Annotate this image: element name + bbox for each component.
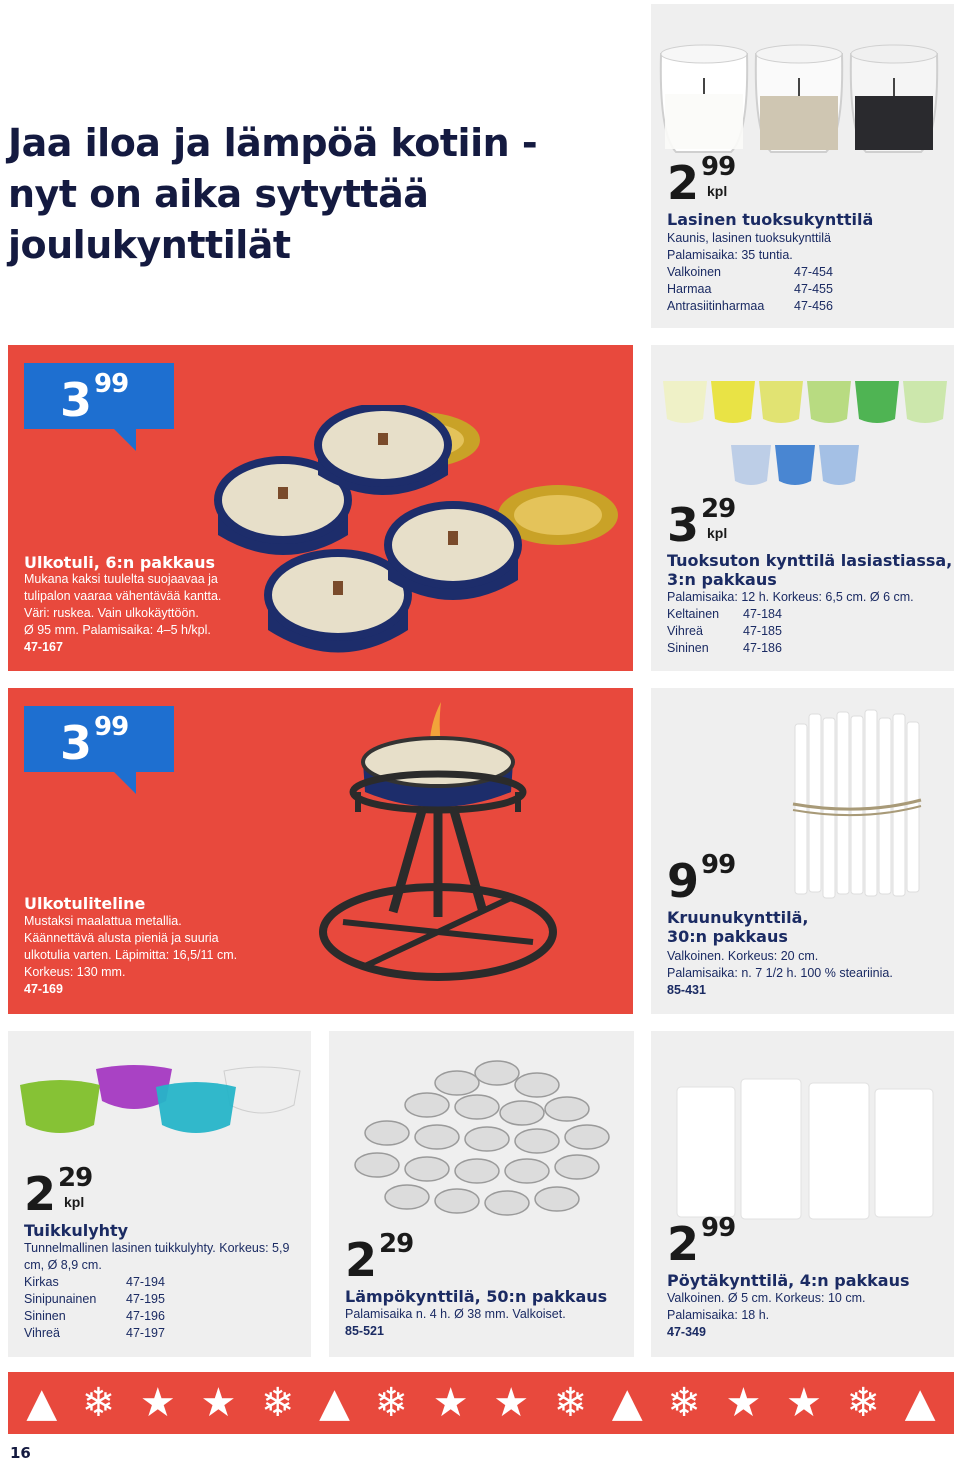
star-icon: ★ bbox=[432, 1380, 469, 1426]
description-line: Mustaksi maalattua metallia. bbox=[24, 914, 182, 928]
variant-row bbox=[667, 623, 952, 640]
candle-holder-image bbox=[313, 692, 573, 1012]
price-cents: 99 bbox=[94, 712, 129, 742]
star-icon: ★ bbox=[786, 1380, 822, 1426]
variant-row bbox=[667, 281, 947, 298]
variant-code: 47-456 bbox=[794, 299, 833, 313]
title-line: Kruunukynttilä, bbox=[667, 908, 809, 927]
star-icon: ★ bbox=[139, 1380, 176, 1426]
headline-line: Jaa iloa ja lämpöä kotiin - bbox=[8, 121, 538, 165]
variant-code: 47-185 bbox=[743, 624, 782, 638]
price-main: 2 bbox=[345, 1233, 376, 1287]
description-line: Tunnelmallinen lasinen tuikkulyhty. Korkeus: 5,9 bbox=[24, 1241, 290, 1255]
price-unit: kpl bbox=[64, 1194, 85, 1210]
product-description bbox=[24, 913, 284, 998]
description-line: Mukana kaksi tuulelta suojaavaa ja bbox=[24, 572, 218, 586]
description-line: Palamisaika: n. 7 1/2 h. 100 % steariinia. bbox=[667, 966, 893, 980]
description-line: Palamisaika: 18 h. bbox=[667, 1308, 770, 1322]
description-line: Kaunis, lasinen tuoksukynttilä bbox=[667, 231, 831, 245]
product-title: Ulkotuli, 6:n pakkaus bbox=[24, 553, 216, 572]
description-line: Väri: ruskea. Vain ulkokäyttöön. bbox=[24, 606, 199, 620]
variant-code: 47-194 bbox=[126, 1275, 165, 1289]
variant-name: Harmaa bbox=[667, 282, 712, 296]
title-line: 3:n pakkaus bbox=[667, 570, 777, 589]
price-main: 3 bbox=[60, 716, 91, 770]
product-ulkotuli-panel[interactable] bbox=[8, 345, 633, 671]
price-main: 9 bbox=[667, 854, 698, 908]
description-line: tulipalon vaaraa vähentävää kantta. bbox=[24, 589, 222, 603]
price-main: 2 bbox=[667, 1217, 698, 1271]
product-ulkotuliteline-panel[interactable] bbox=[8, 688, 633, 1014]
product-code: 85-521 bbox=[345, 1324, 384, 1338]
tealights-pile-image bbox=[347, 1053, 617, 1223]
variant-name: Sininen bbox=[24, 1309, 66, 1323]
price-cents: 29 bbox=[379, 1229, 414, 1259]
variant-row bbox=[667, 264, 947, 281]
star-icon: ★ bbox=[200, 1380, 237, 1426]
variant-name: Sininen bbox=[667, 641, 709, 655]
variant-row bbox=[24, 1274, 309, 1291]
product-title bbox=[667, 908, 808, 946]
tree-icon: ▲ bbox=[611, 1380, 643, 1426]
variant-code: 47-454 bbox=[794, 265, 833, 279]
price-cents: 29 bbox=[701, 494, 736, 524]
price-cents: 99 bbox=[701, 152, 736, 182]
price-cents: 99 bbox=[701, 1213, 736, 1243]
description-line: Palamisaika: 35 tuntia. bbox=[667, 248, 793, 262]
price-main: 3 bbox=[60, 373, 91, 427]
product-title bbox=[667, 551, 952, 589]
snowflake-icon: ❄ bbox=[260, 1380, 295, 1426]
variant-row bbox=[667, 640, 952, 657]
variant-name: Antrasiitinharmaa bbox=[667, 299, 765, 313]
variant-row bbox=[667, 298, 947, 315]
product-description bbox=[24, 571, 274, 656]
variant-code: 47-184 bbox=[743, 607, 782, 621]
price-lasinen bbox=[667, 152, 736, 210]
description-line: cm, Ø 8,9 cm. bbox=[24, 1258, 102, 1272]
tree-icon: ▲ bbox=[319, 1380, 350, 1426]
variant-code: 47-196 bbox=[126, 1309, 165, 1323]
description-line: Valkoinen. Ø 5 cm. Korkeus: 10 cm. bbox=[667, 1291, 866, 1305]
variant-code: 47-195 bbox=[126, 1292, 165, 1306]
product-tuikku-panel[interactable] bbox=[8, 1031, 311, 1357]
snowflake-icon: ❄ bbox=[553, 1380, 588, 1426]
price-unit: kpl bbox=[707, 525, 728, 541]
variant-code: 47-197 bbox=[126, 1326, 165, 1340]
snowflake-icon: ❄ bbox=[374, 1380, 409, 1426]
product-lampo-panel[interactable] bbox=[329, 1031, 634, 1357]
snowflake-icon: ❄ bbox=[667, 1380, 701, 1426]
description-line: Valkoinen. Korkeus: 20 cm. bbox=[667, 949, 819, 963]
variant-name: Vihreä bbox=[24, 1326, 60, 1340]
price-cents: 99 bbox=[701, 850, 736, 880]
description-line: Palamisaika n. 4 h. Ø 38 mm. Valkoiset. bbox=[345, 1307, 566, 1321]
christmas-banner bbox=[8, 1372, 954, 1434]
taper-candles-image bbox=[791, 704, 931, 904]
variant-name: Kirkas bbox=[24, 1275, 59, 1289]
description-line: ulkotulia varten. Läpimitta: 16,5/11 cm. bbox=[24, 948, 238, 962]
product-code: 47-169 bbox=[24, 982, 63, 996]
price-main: 2 bbox=[24, 1167, 55, 1221]
product-title: Tuikkulyhty bbox=[24, 1221, 129, 1240]
title-line: Tuoksuton kynttilä lasiastiassa, bbox=[667, 551, 953, 570]
variant-name: Vihreä bbox=[667, 624, 703, 638]
variant-code: 47-455 bbox=[794, 282, 833, 296]
product-kruunu-panel[interactable] bbox=[651, 688, 954, 1014]
headline-line: nyt on aika sytyttää bbox=[8, 172, 429, 216]
description-line: Palamisaika: 12 h. Korkeus: 6,5 cm. Ø 6 cm. bbox=[667, 590, 914, 604]
page-number: 16 bbox=[10, 1444, 31, 1462]
headline-line: joulukynttilät bbox=[8, 223, 291, 267]
price-unit: kpl bbox=[707, 183, 728, 199]
product-description bbox=[667, 589, 952, 657]
price-tag bbox=[24, 363, 174, 429]
product-code: 47-349 bbox=[667, 1325, 706, 1339]
product-title: Lämpökynttilä, 50:n pakkaus bbox=[345, 1287, 608, 1306]
description-line: Ø 95 mm. Palamisaika: 4–5 h/kpl. bbox=[24, 623, 211, 637]
price-cents: 29 bbox=[58, 1163, 93, 1193]
snowflake-icon: ❄ bbox=[81, 1380, 116, 1426]
variant-code: 47-186 bbox=[743, 641, 782, 655]
price-tag bbox=[24, 706, 174, 772]
product-description bbox=[667, 230, 947, 315]
product-description bbox=[24, 1240, 309, 1342]
variant-name: Keltainen bbox=[667, 607, 720, 621]
variant-row bbox=[24, 1308, 309, 1325]
variant-row bbox=[667, 606, 952, 623]
variant-name: Sinipunainen bbox=[24, 1292, 97, 1306]
variant-row bbox=[24, 1325, 309, 1342]
price-tuikku bbox=[24, 1163, 93, 1221]
page-headline bbox=[8, 118, 628, 271]
price-lampo bbox=[345, 1229, 414, 1287]
price-cents: 99 bbox=[94, 369, 129, 399]
price-ulkotuliteline bbox=[60, 712, 129, 770]
product-code: 47-167 bbox=[24, 640, 63, 654]
price-poyta bbox=[667, 1213, 736, 1271]
product-tuoksuton-panel[interactable] bbox=[651, 345, 954, 671]
product-lasinen-panel[interactable] bbox=[651, 4, 954, 328]
description-line: Korkeus: 130 mm. bbox=[24, 965, 126, 979]
variant-name: Valkoinen bbox=[667, 265, 721, 279]
description-line: Käännettävä alusta pieniä ja suuria bbox=[24, 931, 219, 945]
price-tuoksuton bbox=[667, 494, 736, 552]
product-description bbox=[345, 1306, 630, 1340]
product-title: Pöytäkynttilä, 4:n pakkaus bbox=[667, 1271, 910, 1290]
price-kruunu bbox=[667, 850, 736, 908]
product-poyta-panel[interactable] bbox=[651, 1031, 954, 1357]
price-main: 2 bbox=[667, 156, 698, 210]
product-title: Ulkotuliteline bbox=[24, 894, 146, 913]
product-description bbox=[667, 1290, 952, 1341]
price-ulkotuli bbox=[60, 369, 129, 427]
product-description bbox=[667, 948, 952, 999]
title-line: 30:n pakkaus bbox=[667, 927, 788, 946]
tealight-holders-image bbox=[16, 1061, 306, 1171]
variant-row bbox=[24, 1291, 309, 1308]
product-title: Lasinen tuoksukynttilä bbox=[667, 210, 874, 229]
pillar-candles-image bbox=[671, 1071, 941, 1231]
price-main: 3 bbox=[667, 498, 698, 552]
star-icon: ★ bbox=[493, 1380, 530, 1426]
tree-icon: ▲ bbox=[26, 1380, 58, 1426]
star-icon: ★ bbox=[725, 1380, 762, 1426]
snowflake-icon: ❄ bbox=[846, 1380, 881, 1426]
tree-icon: ▲ bbox=[904, 1380, 936, 1426]
product-code: 85-431 bbox=[667, 983, 706, 997]
